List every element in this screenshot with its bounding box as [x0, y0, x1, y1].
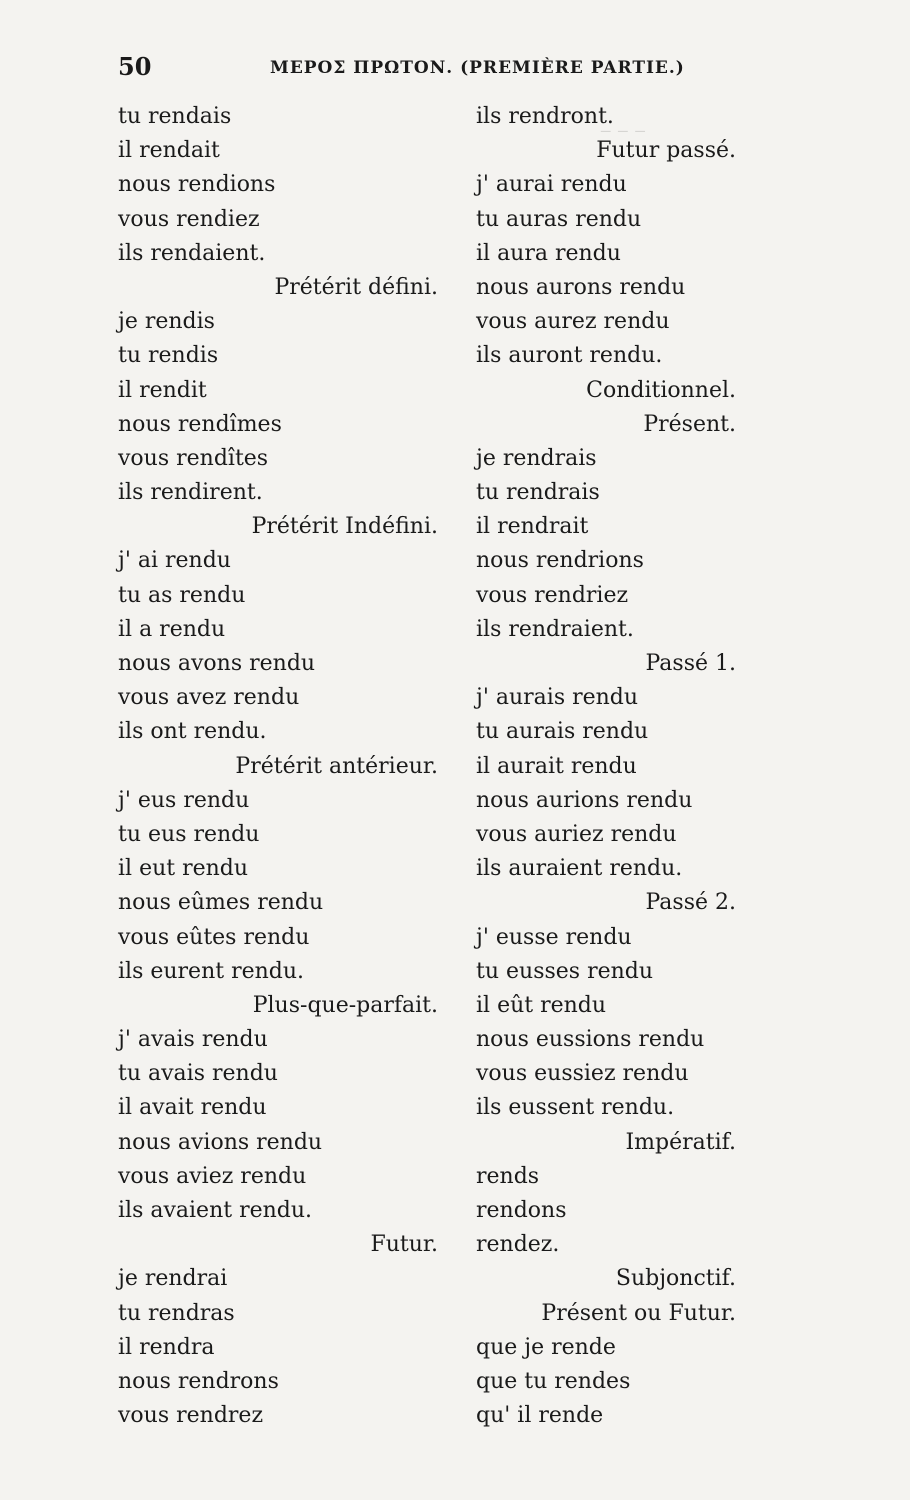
tense-heading: Impératif.	[625, 1129, 736, 1155]
conjugation-line: tu avais rendu	[118, 1061, 278, 1087]
conjugation-line: j' ai rendu	[118, 548, 231, 574]
conjugation-line: je rendrais	[476, 445, 597, 471]
conjugation-line: ils eussent rendu.	[476, 1095, 675, 1121]
conjugation-line: il eut rendu	[118, 856, 249, 882]
conjugation-line: nous eûmes rendu	[118, 890, 324, 916]
tense-heading: Passé 1.	[645, 651, 736, 676]
conjugation-line: tu eusses rendu	[476, 958, 654, 984]
conjugation-line: nous rendrons	[118, 1368, 279, 1394]
conjugation-line: tu auras rendu	[476, 206, 642, 232]
conjugation-line: nous aurons rendu	[476, 274, 686, 300]
conjugation-line: il rendait	[118, 138, 220, 164]
page-header	[118, 52, 758, 86]
conjugation-line: vous aviez rendu	[118, 1163, 307, 1189]
conjugation-line: tu rendrais	[476, 480, 600, 506]
conjugation-line: nous eussions rendu	[476, 1027, 705, 1053]
running-head: ΜΕΡΟΣ ΠΡΩΤΟΝ. (PREMIÈRE PARTIE.)	[270, 58, 685, 78]
conjugation-line: vous aurez rendu	[476, 309, 670, 335]
right-column	[476, 100, 776, 1433]
conjugation-line: j' eus rendu	[118, 787, 250, 813]
conjugation-line: nous avions rendu	[118, 1129, 323, 1155]
conjugation-line: vous rendriez	[476, 582, 629, 608]
tense-heading: Prétérit Indéfini.	[251, 514, 438, 540]
conjugation-line: vous eûtes rendu	[118, 924, 310, 950]
conjugation-line: tu aurais rendu	[476, 719, 649, 745]
tense-heading: Prétérit antérieur.	[235, 753, 438, 779]
conjugation-line: vous rendrez	[118, 1403, 264, 1429]
conjugation-line: je rendrai	[118, 1266, 228, 1292]
tense-heading: Subjonctif.	[615, 1266, 736, 1292]
conjugation-line: ils rendraient.	[476, 616, 634, 642]
conjugation-line: ils avaient rendu.	[118, 1198, 313, 1223]
conjugation-line: nous avons rendu	[118, 651, 316, 676]
conjugation-line: tu rendis	[118, 343, 219, 369]
conjugation-line: tu rendras	[118, 1300, 235, 1326]
conjugation-line: ils auraient rendu.	[476, 856, 683, 882]
conjugation-line: j' aurais rendu	[476, 685, 639, 711]
tense-heading: Présent.	[643, 411, 736, 437]
conjugation-line: que je rende	[476, 1334, 616, 1360]
tense-heading: Plus-que-parfait.	[252, 992, 438, 1018]
conjugation-line: vous avez rendu	[118, 685, 300, 711]
tense-heading: Présent ou Futur.	[541, 1300, 736, 1326]
conjugation-line: ils rendaient.	[118, 240, 266, 266]
conjugation-line: vous rendiez	[118, 206, 260, 232]
left-column	[118, 100, 458, 1433]
conjugation-line: il aurait rendu	[476, 753, 637, 779]
conjugation-line: rends	[476, 1163, 540, 1189]
tense-heading: Futur.	[370, 1232, 438, 1258]
conjugation-line: tu as rendu	[118, 582, 246, 608]
conjugation-line: vous auriez rendu	[476, 821, 677, 847]
conjugation-line: il eût rendu	[476, 992, 607, 1018]
conjugation-line: rendez.	[476, 1232, 560, 1258]
conjugation-line: rendons	[476, 1198, 567, 1223]
conjugation-line: ils ont rendu.	[118, 719, 267, 745]
tense-heading: Conditionnel.	[586, 377, 736, 403]
conjugation-line: il rendrait	[476, 514, 589, 540]
conjugation-line: il rendit	[118, 377, 207, 403]
conjugation-line: il rendra	[118, 1334, 215, 1360]
conjugation-line: j' avais rendu	[118, 1027, 268, 1053]
conjugation-line: nous rendions	[118, 172, 276, 198]
conjugation-line: nous aurions rendu	[476, 787, 693, 813]
conjugation-line: j' eusse rendu	[476, 924, 632, 950]
show-through-text: ‒ ‒ ‒	[600, 120, 646, 141]
conjugation-line: nous rendîmes	[118, 411, 282, 437]
conjugation-line: vous rendîtes	[118, 445, 269, 471]
conjugation-line: ils eurent rendu.	[118, 958, 305, 984]
conjugation-line: il aura rendu	[476, 240, 621, 266]
conjugation-line: tu rendais	[118, 104, 232, 129]
conjugation-line: je rendis	[118, 309, 215, 335]
page-number: 50	[118, 52, 152, 81]
tense-heading: Prétérit défini.	[274, 274, 438, 300]
conjugation-line: il avait rendu	[118, 1095, 267, 1121]
conjugation-line: j' aurai rendu	[476, 172, 627, 198]
conjugation-line: ils rendront.	[476, 104, 614, 129]
conjugation-line: que tu rendes	[476, 1368, 631, 1394]
conjugation-line: ils auront rendu.	[476, 343, 663, 369]
tense-heading: Futur passé.	[596, 138, 736, 164]
conjugation-line: ils rendirent.	[118, 480, 263, 506]
conjugation-line: nous rendrions	[476, 548, 644, 574]
conjugation-line: tu eus rendu	[118, 821, 260, 847]
conjugation-line: vous eussiez rendu	[476, 1061, 689, 1087]
tense-heading: Passé 2.	[645, 890, 736, 916]
conjugation-line: qu' il rende	[476, 1403, 604, 1429]
conjugation-line: il a rendu	[118, 616, 226, 642]
